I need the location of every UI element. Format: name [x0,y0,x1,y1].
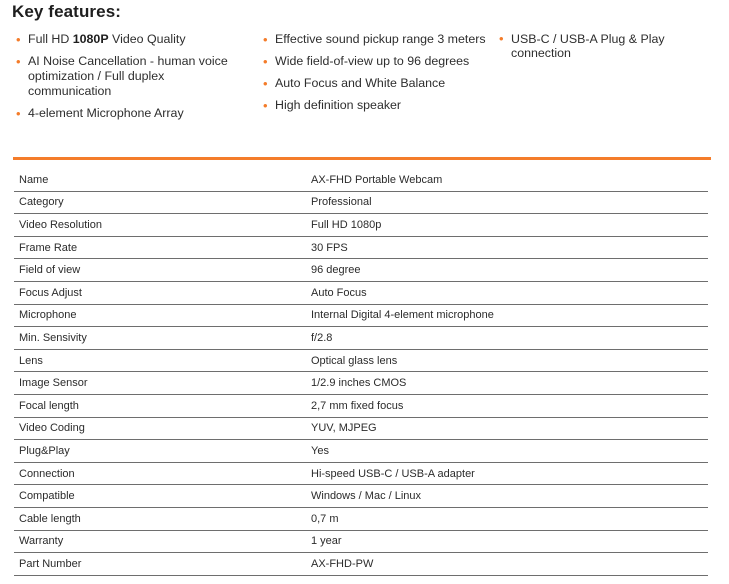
spec-value: YUV, MJPEG [306,417,708,440]
spec-value: 96 degree [306,259,708,282]
spec-label: Image Sensor [14,372,306,395]
spec-value: 1 year [306,530,708,553]
spec-label: Connection [14,462,306,485]
spec-row [14,304,708,327]
bullet-icon: • [263,54,268,69]
spec-label: Microphone [14,304,306,327]
features-column-3 [497,32,667,67]
feature-item: • High definition speaker [263,98,402,113]
bullet-icon: • [263,76,268,91]
spec-row [14,349,708,372]
spec-row [14,440,708,463]
spec-row [14,214,708,237]
spec-row [14,462,708,485]
spec-label: Frame Rate [14,236,306,259]
bullet-icon: • [16,32,21,47]
feature-item: • Full HD 1080P Video Quality [16,32,186,47]
feature-item: • 4-element Microphone Array [16,106,184,121]
spec-row [14,553,708,576]
spec-row [14,485,708,508]
feature-item: • Effective sound pickup range 3 meters [263,32,486,47]
spec-label: Category [14,191,306,214]
spec-label: Part Number [14,553,306,576]
spec-label: Focal length [14,394,306,417]
feature-item: • USB-C / USB-A Plug & Play connection [499,31,665,60]
bullet-icon: • [499,31,504,46]
spec-label: Video Coding [14,417,306,440]
spec-value: Optical glass lens [306,349,708,372]
spec-value: 0,7 m [306,507,708,530]
bullet-icon: • [263,32,268,47]
spec-row [14,327,708,350]
feature-item: • Wide field-of-view up to 96 degrees [263,54,470,69]
spec-value: Full HD 1080p [306,214,708,237]
spec-value: 30 FPS [306,236,708,259]
specs-table [14,169,708,576]
spec-value: Hi-speed USB-C / USB-A adapter [306,462,708,485]
key-features-heading: Key features: [12,2,122,21]
spec-label: Lens [14,349,306,372]
spec-value: Windows / Mac / Linux [306,485,708,508]
spec-label: Cable length [14,507,306,530]
bullet-icon: • [263,98,268,113]
spec-row [14,191,708,214]
spec-label: Compatible [14,485,306,508]
spec-value: Auto Focus [306,281,708,304]
spec-value: Internal Digital 4-element microphone [306,304,708,327]
spec-value: AX-FHD Portable Webcam [306,169,708,191]
spec-row [14,169,708,191]
spec-value: f/2.8 [306,327,708,350]
spec-row [14,236,708,259]
spec-label: Name [14,169,306,191]
spec-label: Min. Sensivity [14,327,306,350]
spec-row [14,417,708,440]
spec-row [14,507,708,530]
spec-value: Professional [306,191,708,214]
bullet-icon: • [16,106,21,121]
spec-value: Yes [306,440,708,463]
spec-row [14,394,708,417]
spec-row [14,259,708,282]
spec-label: Video Resolution [14,214,306,237]
spec-label: Warranty [14,530,306,553]
features-column-1 [14,32,229,128]
section-divider [13,157,711,160]
spec-row [14,372,708,395]
feature-item: • Auto Focus and White Balance [263,76,446,91]
spec-value: 1/2.9 inches CMOS [306,372,708,395]
spec-value: AX-FHD-PW [306,553,708,576]
spec-value: 2,7 mm fixed focus [306,394,708,417]
features-column-2 [261,32,486,120]
spec-label: Plug&Play [14,440,306,463]
feature-item: • AI Noise Cancellation - human voice optimization / Full duplex communication [16,54,228,98]
spec-row [14,530,708,553]
spec-label: Field of view [14,259,306,282]
bullet-icon: • [16,54,21,69]
spec-row [14,281,708,304]
spec-label: Focus Adjust [14,281,306,304]
